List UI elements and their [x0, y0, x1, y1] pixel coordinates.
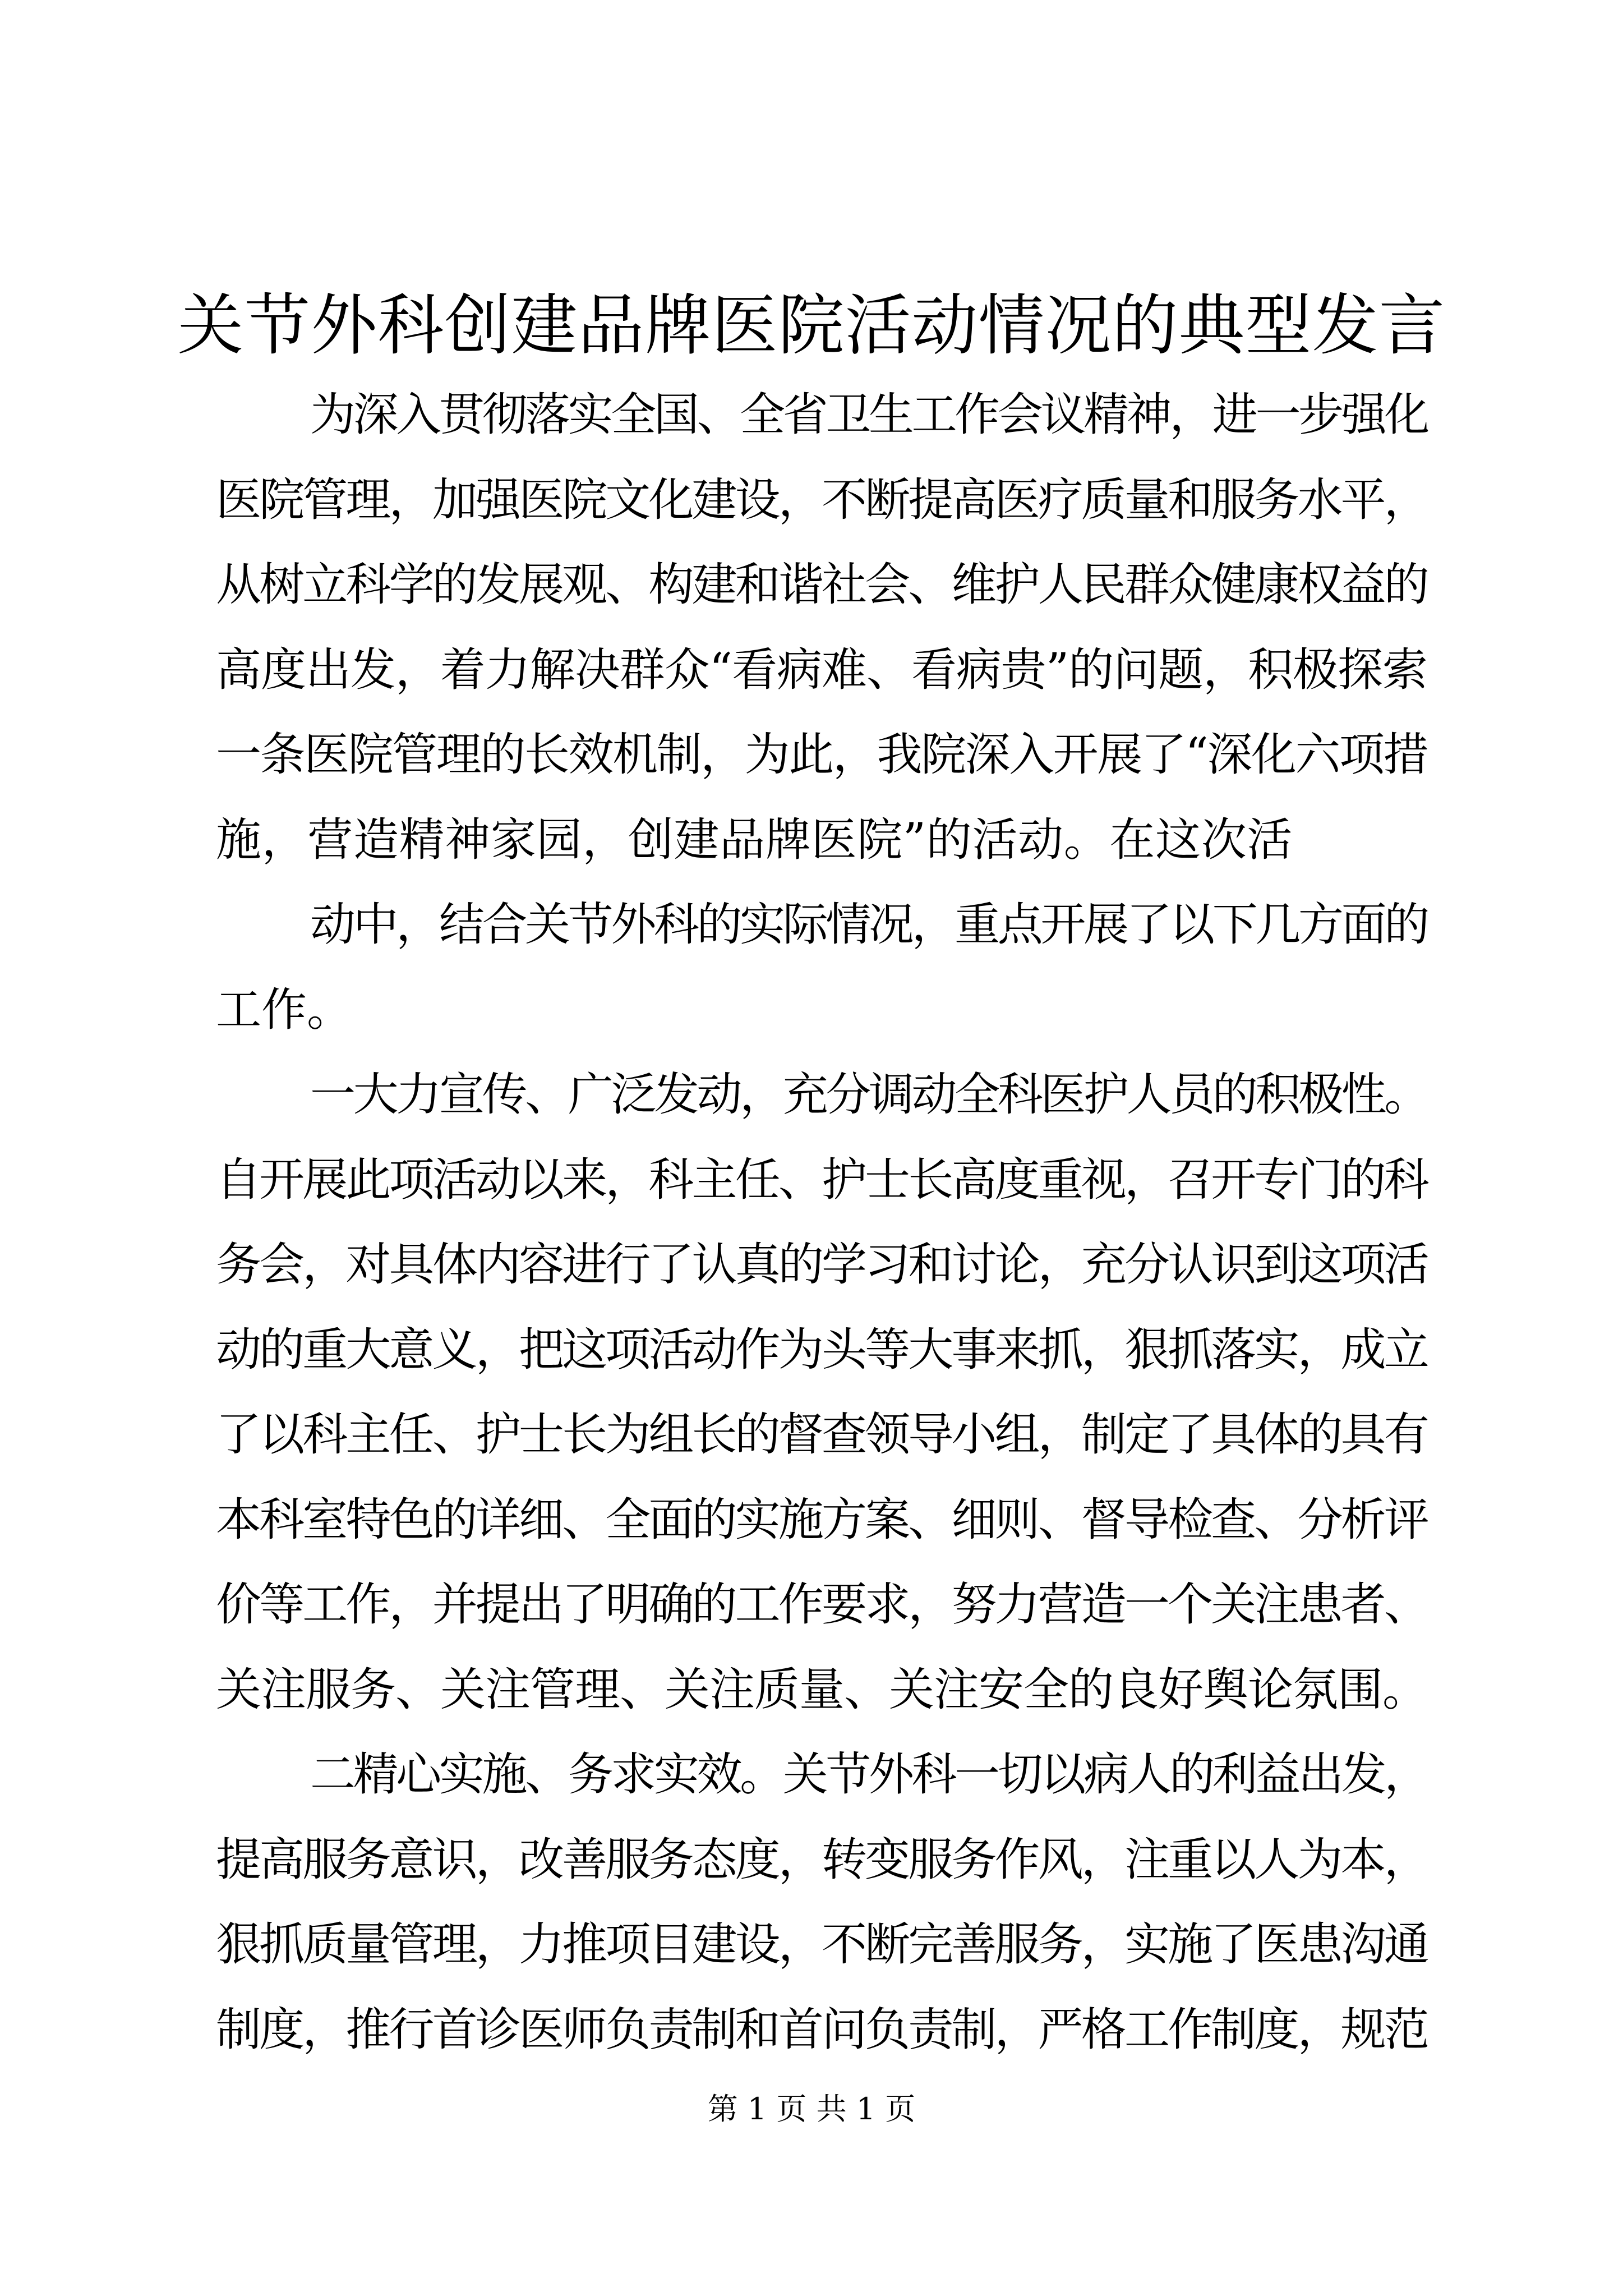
body-line: 一大力宣传、广泛发动，充分调动全科医护人员的积极性。 [310, 1069, 1427, 1121]
body-line: 务会，对具体内容进行了认真的学习和讨论，充分认识到这项活 [216, 1239, 1427, 1291]
body-line: 了以科主任、护士长为组长的督查领导小组，制定了具体的具有 [216, 1409, 1427, 1461]
body-line: 医院管理，加强医院文化建设，不断提高医疗质量和服务水平， [216, 473, 1427, 527]
body-line: 高度出发，着力解决群众“看病难、看病贵”的问题，积极探索 [216, 643, 1427, 697]
body-line: 制度，推行首诊医师负责制和首问负责制，严格工作制度，规范 [216, 2003, 1427, 2056]
body-line: 提高服务意识，改善服务态度，转变服务作风，注重以人为本， [216, 1833, 1427, 1887]
body-line: 动的重大意义，把这项活动作为头等大事来抓，狠抓落实，成立 [216, 1323, 1427, 1377]
document-title: 关节外科创建品牌医院活动情况的典型发言 [177, 287, 1446, 364]
body-line: 一条医院管理的长效机制，为此，我院深入开展了“深化六项措 [216, 729, 1428, 781]
body-line: 二精心实施、务求实效。关节外科一切以病人的利益出发， [310, 1749, 1427, 1801]
body-line: 施，营造精神家园，创建品牌医院”的活动。在这次活 [216, 813, 1293, 867]
body-line: 工作。 [216, 983, 353, 1037]
page-footer: 第 1 页 共 1 页 [707, 2091, 916, 2127]
body-line: 本科室特色的详细、全面的实施方案、细则、督导检查、分析评 [216, 1493, 1427, 1547]
body-line: 关注服务、关注管理、关注质量、关注安全的良好舆论氛围。 [216, 1663, 1428, 1717]
document-body [216, 373, 1427, 2073]
body-line: 狠抓质量管理，力推项目建设，不断完善服务，实施了医患沟通 [216, 1918, 1427, 1971]
body-line: 为深入贯彻落实全国、全省卫生工作会议精神，进一步强化 [310, 389, 1427, 441]
body-line: 动中，结合关节外科的实际情况，重点开展了以下几方面的 [310, 899, 1427, 951]
body-line: 从树立科学的发展观、构建和谐社会、维护人民群众健康权益的 [216, 559, 1427, 611]
body-line: 自开展此项活动以来，科主任、护士长高度重视，召开专门的科 [216, 1153, 1427, 1207]
body-line: 价等工作，并提出了明确的工作要求，努力营造一个关注患者、 [216, 1579, 1427, 1631]
